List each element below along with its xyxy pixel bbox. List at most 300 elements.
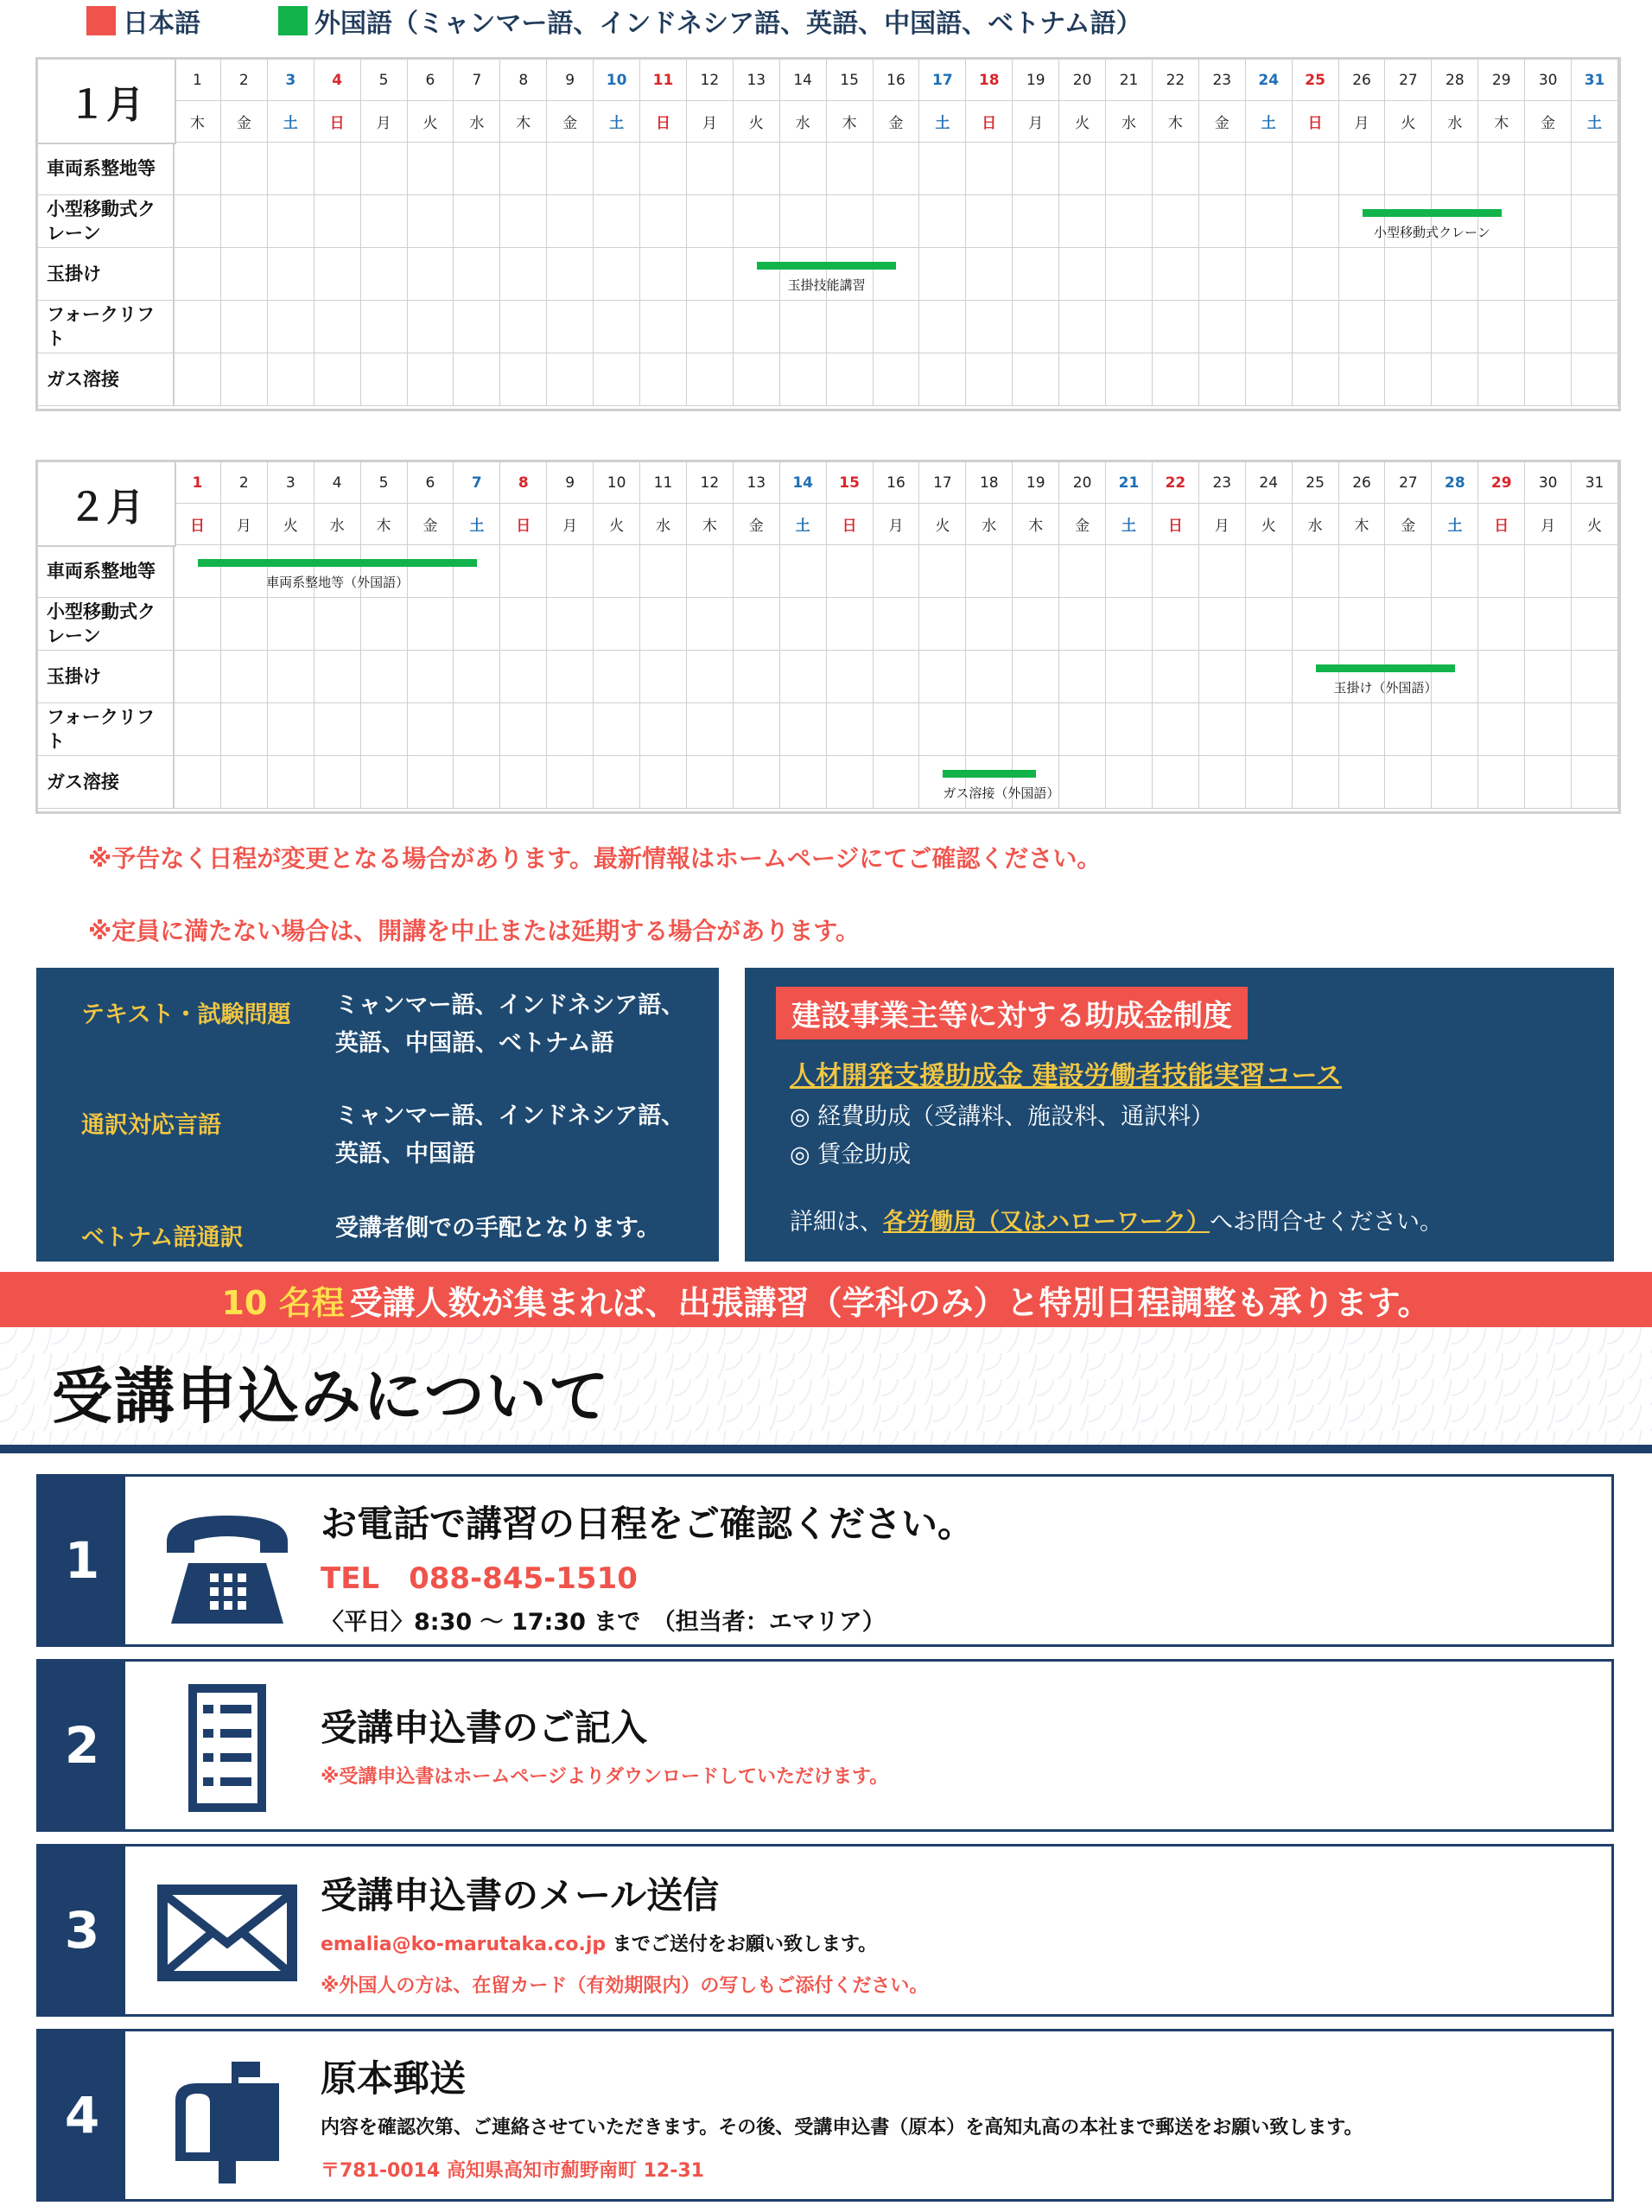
schedule-cell <box>734 545 780 598</box>
schedule-cell <box>594 545 640 598</box>
schedule-cell <box>1572 651 1618 703</box>
schedule-cell <box>827 301 874 353</box>
schedule-cell <box>547 703 594 756</box>
weekday-label: 水 <box>454 101 500 143</box>
schedule-cell <box>1059 248 1106 301</box>
schedule-cell <box>268 195 315 248</box>
schedule-cell <box>1199 545 1246 598</box>
schedule-cell <box>454 195 500 248</box>
schedule-cell <box>315 651 361 703</box>
info-value-text-1: ミャンマー語、インドネシア語、 <box>335 992 685 1019</box>
schedule-cell <box>780 353 827 406</box>
schedule-cell <box>874 545 920 598</box>
weekday-label: 金 <box>874 101 920 143</box>
course-row-label: 玉掛け <box>38 248 175 301</box>
weekday-label: 土 <box>1106 504 1153 545</box>
schedule-cell <box>1106 545 1153 598</box>
schedule-cell <box>687 545 734 598</box>
schedule-cell <box>827 353 874 406</box>
schedule-cell <box>1199 598 1246 651</box>
schedule-cell <box>408 248 454 301</box>
schedule-cell <box>1339 248 1386 301</box>
schedule-cell <box>175 195 221 248</box>
day-number: 28 <box>1432 60 1478 101</box>
weekday-label: 日 <box>315 101 361 143</box>
schedule-cell <box>1432 598 1478 651</box>
schedule-cell <box>1013 353 1059 406</box>
schedule-cell <box>361 143 408 195</box>
schedule-cell <box>547 195 594 248</box>
schedule-cell <box>361 598 408 651</box>
weekday-label: 水 <box>780 101 827 143</box>
schedule-cell <box>221 651 268 703</box>
step-heading: お電話で講習の日程をご確認ください。 <box>321 1503 975 1545</box>
subsidy-title: 建設事業主等に対する助成金制度 <box>776 987 1248 1039</box>
schedule-cell <box>1246 703 1293 756</box>
weekday-label: 日 <box>1478 504 1525 545</box>
schedule-cell <box>594 353 640 406</box>
schedule-cell <box>1153 301 1199 353</box>
schedule-cell <box>874 195 920 248</box>
schedule-cell <box>454 598 500 651</box>
phone-icon <box>149 1494 305 1632</box>
schedule-cell <box>640 143 687 195</box>
schedule-cell <box>1525 703 1572 756</box>
weekday-label: 金 <box>1385 504 1432 545</box>
schedule-cell <box>1246 651 1293 703</box>
schedule-cell <box>1106 195 1153 248</box>
schedule-cell <box>500 756 547 809</box>
schedule-cell <box>594 301 640 353</box>
group-training-banner <box>0 1272 1652 1327</box>
schedule-cell <box>1525 651 1572 703</box>
schedule-cell <box>1293 756 1339 809</box>
schedule-cell <box>1199 301 1246 353</box>
schedule-cell <box>361 703 408 756</box>
weekday-label: 日 <box>175 504 221 545</box>
step-heading: 受講申込書のメール送信 <box>321 1874 720 1916</box>
schedule-cell <box>1013 143 1059 195</box>
schedule-cell <box>1059 353 1106 406</box>
schedule-cell <box>315 195 361 248</box>
schedule-cell <box>1153 756 1199 809</box>
schedule-cell <box>734 598 780 651</box>
schedule-cell <box>315 703 361 756</box>
schedule-cell <box>1153 195 1199 248</box>
schedule-cell <box>687 301 734 353</box>
download-note: ※受講申込書はホームページよりダウンロードしていただけます。 <box>321 1766 889 1788</box>
schedule-cell <box>966 703 1013 756</box>
schedule-cell <box>361 195 408 248</box>
schedule-cell <box>780 756 827 809</box>
schedule-cell <box>1246 756 1293 809</box>
day-number: 23 <box>1199 462 1246 504</box>
schedule-cell <box>966 248 1013 301</box>
schedule-cell <box>1385 143 1432 195</box>
day-number: 25 <box>1293 60 1339 101</box>
day-number: 9 <box>547 462 594 504</box>
weekday-label: 火 <box>1059 101 1106 143</box>
day-number: 25 <box>1293 462 1339 504</box>
schedule-cell <box>827 703 874 756</box>
schedule-cell <box>1293 598 1339 651</box>
day-number: 5 <box>361 60 408 101</box>
info-value-interpretation-2: 英語、中国語 <box>335 1141 475 1167</box>
legend-japanese-swatch <box>86 6 116 35</box>
day-number: 5 <box>361 462 408 504</box>
schedule-cell <box>780 143 827 195</box>
schedule-cell <box>827 598 874 651</box>
step-number: 3 <box>39 1847 125 2014</box>
schedule-cell <box>1339 301 1386 353</box>
schedule-cell <box>1525 756 1572 809</box>
weekday-label: 月 <box>687 101 734 143</box>
schedule-cell <box>827 195 874 248</box>
weekday-label: 月 <box>1525 504 1572 545</box>
schedule-cell <box>734 756 780 809</box>
day-number: 13 <box>734 462 780 504</box>
email-address-link[interactable]: emalia@ko-marutaka.co.jp <box>321 1934 607 1955</box>
schedule-cell <box>1432 703 1478 756</box>
schedule-cell <box>1059 651 1106 703</box>
day-number: 1 <box>175 462 221 504</box>
schedule-cell <box>315 756 361 809</box>
schedule-cell <box>547 248 594 301</box>
day-number: 12 <box>687 462 734 504</box>
weekday-label: 火 <box>408 101 454 143</box>
schedule-cell <box>1246 545 1293 598</box>
course-row-label: ガス溶接 <box>38 756 175 809</box>
schedule-cell <box>1478 598 1525 651</box>
schedule-cell <box>175 301 221 353</box>
schedule-cell <box>1525 598 1572 651</box>
course-row-label: 小型移動式クレーン <box>38 195 175 248</box>
info-value-text-2: 英語、中国語、ベトナム語 <box>335 1030 614 1057</box>
schedule-cell <box>1385 703 1432 756</box>
schedule-cell <box>966 353 1013 406</box>
day-number: 7 <box>454 462 500 504</box>
day-number: 16 <box>874 60 920 101</box>
weekday-label: 火 <box>1385 101 1432 143</box>
day-number: 21 <box>1106 462 1153 504</box>
schedule-cell <box>1013 651 1059 703</box>
weekday-label: 火 <box>1572 504 1618 545</box>
schedule-cell <box>1293 195 1339 248</box>
day-number: 11 <box>640 462 687 504</box>
schedule-cell <box>687 703 734 756</box>
course-bar <box>757 262 897 270</box>
weekday-label: 金 <box>1059 504 1106 545</box>
email-suffix: までご送付をお願い致します。 <box>606 1934 878 1955</box>
day-number: 29 <box>1478 60 1525 101</box>
schedule-cell <box>315 353 361 406</box>
schedule-cell <box>1059 756 1106 809</box>
email-line <box>321 1929 877 1956</box>
day-number: 27 <box>1385 462 1432 504</box>
schedule-cell <box>919 651 966 703</box>
day-number: 19 <box>1013 60 1059 101</box>
schedule-cell <box>221 598 268 651</box>
schedule-cell <box>919 301 966 353</box>
schedule-cell <box>221 353 268 406</box>
schedule-cell <box>547 756 594 809</box>
course-bar-label: 車両系整地等（外国語） <box>266 575 410 590</box>
weekday-label: 日 <box>966 101 1013 143</box>
schedule-cell <box>454 143 500 195</box>
schedule-cell <box>1432 353 1478 406</box>
weekday-label: 土 <box>1246 101 1293 143</box>
schedule-cell <box>1478 143 1525 195</box>
info-key-interpretation: 通訳対応言語 <box>81 1112 221 1139</box>
course-row-label: 車両系整地等 <box>38 143 175 195</box>
subsidy-line-expenses: ◎ 経費助成（受講料、施設料、通訳料） <box>790 1103 1215 1130</box>
schedule-cell <box>221 756 268 809</box>
day-number: 22 <box>1153 60 1199 101</box>
schedule-cell <box>1293 353 1339 406</box>
weekday-label: 月 <box>1339 101 1386 143</box>
weekday-label: 火 <box>268 504 315 545</box>
schedule-cell <box>268 353 315 406</box>
schedule-cell <box>1106 703 1153 756</box>
schedule-cell <box>594 195 640 248</box>
schedule-cell <box>1153 545 1199 598</box>
schedule-cell <box>966 143 1013 195</box>
schedule-cell <box>919 545 966 598</box>
schedule-cell <box>1339 143 1386 195</box>
day-number: 3 <box>268 462 315 504</box>
step-1 <box>36 1474 1614 1647</box>
mailbox-icon <box>149 2049 305 2187</box>
day-number: 29 <box>1478 462 1525 504</box>
info-value-interpretation-1: ミャンマー語、インドネシア語、 <box>335 1103 685 1129</box>
weekday-label: 土 <box>1432 504 1478 545</box>
weekday-label: 金 <box>734 504 780 545</box>
schedule-cell <box>687 353 734 406</box>
schedule-cell <box>547 301 594 353</box>
schedule-cell <box>1478 703 1525 756</box>
schedule-cell <box>1059 703 1106 756</box>
schedule-cell <box>1246 301 1293 353</box>
day-number: 26 <box>1339 462 1386 504</box>
day-number: 18 <box>966 60 1013 101</box>
weekday-label: 水 <box>1432 101 1478 143</box>
schedule-cell <box>454 756 500 809</box>
schedule-cell <box>1059 195 1106 248</box>
day-number: 20 <box>1059 60 1106 101</box>
weekday-label: 金 <box>408 504 454 545</box>
schedule-cell <box>874 651 920 703</box>
schedule-cell <box>1059 301 1106 353</box>
schedule-cell <box>780 651 827 703</box>
course-row-label: フォークリフト <box>38 703 175 756</box>
schedule-cell <box>919 143 966 195</box>
schedule-cell <box>1013 195 1059 248</box>
weekday-label: 水 <box>640 504 687 545</box>
course-bar <box>1363 209 1503 217</box>
schedule-cell <box>640 301 687 353</box>
schedule-cell <box>1572 301 1618 353</box>
schedule-cell <box>361 651 408 703</box>
day-number: 6 <box>408 462 454 504</box>
schedule-cell <box>175 143 221 195</box>
schedule-cell <box>827 143 874 195</box>
schedule-cell <box>1572 195 1618 248</box>
schedule-cell <box>1199 353 1246 406</box>
schedule-cell <box>1572 143 1618 195</box>
weekday-label: 火 <box>1246 504 1293 545</box>
day-number: 30 <box>1525 462 1572 504</box>
schedule-cell <box>1385 353 1432 406</box>
schedule-cell <box>1293 143 1339 195</box>
schedule-cell <box>687 195 734 248</box>
schedule-cell <box>1199 248 1246 301</box>
schedule-cell <box>1339 598 1386 651</box>
weekday-label: 水 <box>315 504 361 545</box>
schedule-cell <box>1572 703 1618 756</box>
day-number: 4 <box>315 462 361 504</box>
schedule-cell <box>175 353 221 406</box>
schedule-cell <box>1013 598 1059 651</box>
weekday-label: 月 <box>361 101 408 143</box>
schedule-cell <box>919 598 966 651</box>
schedule-cell <box>687 756 734 809</box>
schedule-cell <box>1153 143 1199 195</box>
schedule-cell <box>1059 598 1106 651</box>
weekday-label: 水 <box>966 504 1013 545</box>
schedule-cell <box>594 248 640 301</box>
postal-address: 〒781-0014 高知県高知市薊野南町 12-31 <box>321 2160 704 2182</box>
day-number: 13 <box>734 60 780 101</box>
legend-japanese <box>86 2 200 40</box>
schedule-cell <box>268 143 315 195</box>
language-info-box <box>36 968 719 1262</box>
schedule-cell <box>827 545 874 598</box>
course-row-label: 小型移動式クレーン <box>38 598 175 651</box>
subsidy-subtitle-link[interactable]: 人材開発支援助成金 建設労働者技能実習コース <box>790 1061 1342 1091</box>
calendar-february <box>35 460 1621 814</box>
schedule-cell <box>1478 301 1525 353</box>
day-number: 2 <box>221 462 268 504</box>
day-number: 10 <box>594 60 640 101</box>
schedule-cell <box>1246 143 1293 195</box>
step-number: 4 <box>39 2031 125 2199</box>
schedule-cell <box>1572 545 1618 598</box>
schedule-cell <box>780 195 827 248</box>
schedule-cell <box>361 756 408 809</box>
schedule-cell <box>734 353 780 406</box>
day-number: 24 <box>1246 60 1293 101</box>
weekday-label: 月 <box>221 504 268 545</box>
day-number: 2 <box>221 60 268 101</box>
weekday-label: 金 <box>547 101 594 143</box>
schedule-cell <box>640 545 687 598</box>
schedule-cell <box>1153 248 1199 301</box>
schedule-cell <box>780 301 827 353</box>
schedule-cell <box>1525 195 1572 248</box>
schedule-cell <box>361 353 408 406</box>
schedule-cell <box>734 143 780 195</box>
schedule-cell <box>547 651 594 703</box>
day-number: 14 <box>780 60 827 101</box>
schedule-cell <box>1339 703 1386 756</box>
schedule-cell <box>500 143 547 195</box>
business-hours: 〈平日〉8:30 〜 17:30 まで （担当者：エマリア） <box>321 1609 886 1636</box>
day-number: 11 <box>640 60 687 101</box>
weekday-label: 土 <box>1572 101 1618 143</box>
labor-bureau-link[interactable]: 各労働局（又はハローワーク） <box>883 1209 1210 1236</box>
note-cancellation: ※定員に満たない場合は、開講を中止または延期する場合があります。 <box>88 917 860 945</box>
schedule-cell <box>919 703 966 756</box>
day-number: 23 <box>1199 60 1246 101</box>
weekday-label: 火 <box>594 504 640 545</box>
day-number: 14 <box>780 462 827 504</box>
day-number: 16 <box>874 462 920 504</box>
schedule-cell <box>687 248 734 301</box>
schedule-cell <box>594 651 640 703</box>
schedule-cell <box>734 301 780 353</box>
course-bar-label: 玉掛技能講習 <box>787 277 866 293</box>
schedule-cell <box>1385 248 1432 301</box>
course-bar-label: 玉掛け（外国語） <box>1333 680 1438 696</box>
day-number: 15 <box>827 462 874 504</box>
schedule-cell <box>1478 651 1525 703</box>
schedule-cell <box>966 301 1013 353</box>
schedule-cell <box>454 301 500 353</box>
schedule-cell <box>361 301 408 353</box>
weekday-label: 月 <box>874 504 920 545</box>
schedule-cell <box>1525 248 1572 301</box>
schedule-cell <box>408 353 454 406</box>
schedule-cell <box>1432 248 1478 301</box>
schedule-cell <box>1246 353 1293 406</box>
schedule-cell <box>408 703 454 756</box>
schedule-cell <box>1153 651 1199 703</box>
schedule-cell <box>500 195 547 248</box>
schedule-cell <box>966 651 1013 703</box>
schedule-cell <box>221 703 268 756</box>
schedule-cell <box>1246 248 1293 301</box>
schedule-cell <box>315 248 361 301</box>
schedule-cell <box>221 143 268 195</box>
schedule-cell <box>408 756 454 809</box>
mail-icon <box>149 1864 305 2002</box>
weekday-label: 土 <box>268 101 315 143</box>
day-number: 31 <box>1572 60 1618 101</box>
schedule-cell <box>734 651 780 703</box>
schedule-cell <box>1478 353 1525 406</box>
schedule-cell <box>1293 703 1339 756</box>
weekday-label: 金 <box>1199 101 1246 143</box>
step-heading: 受講申込書のご記入 <box>321 1707 648 1749</box>
schedule-cell <box>1106 143 1153 195</box>
course-bar <box>198 559 477 567</box>
phone-number[interactable]: TEL 088-845-1510 <box>321 1561 638 1596</box>
day-number: 27 <box>1385 60 1432 101</box>
form-icon <box>149 1679 305 1817</box>
weekday-label: 日 <box>1293 101 1339 143</box>
legend-foreign-swatch <box>278 6 308 35</box>
schedule-cell <box>919 195 966 248</box>
day-number: 8 <box>500 60 547 101</box>
schedule-cell <box>1293 301 1339 353</box>
schedule-cell <box>640 703 687 756</box>
course-bar <box>943 770 1036 778</box>
schedule-cell <box>687 598 734 651</box>
day-number: 17 <box>919 60 966 101</box>
weekday-label: 木 <box>361 504 408 545</box>
schedule-cell <box>1013 703 1059 756</box>
schedule-cell <box>315 301 361 353</box>
